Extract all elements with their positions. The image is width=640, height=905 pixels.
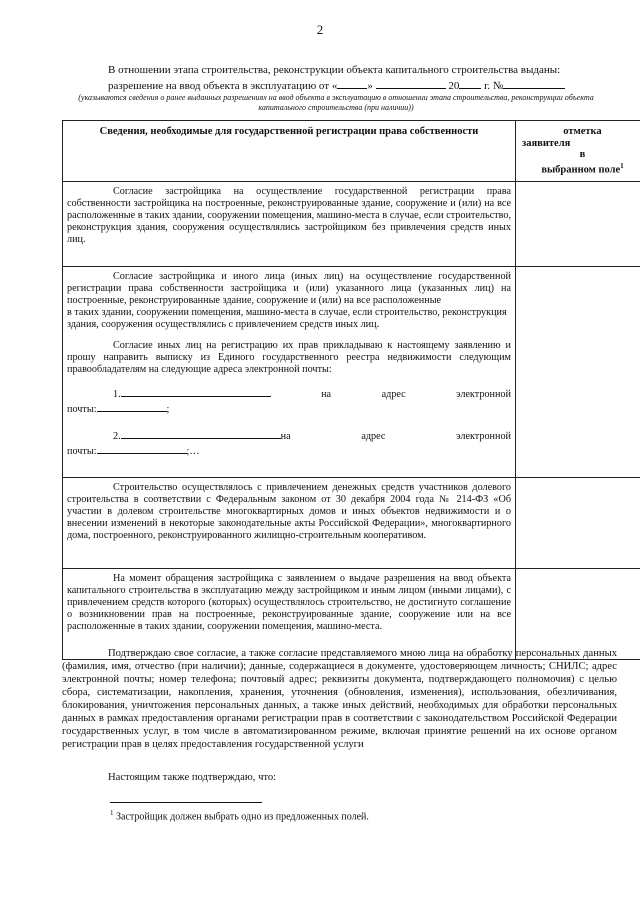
option-1-text: Согласие застройщика на осуществление государственной регистрации права собственности застройщика на построенные, реконструированные здание, сооружение и (или) на все расположенные в таких здании, сооружении помещения, машино-места в случае, если строительство, реконструкция здания, сооружения осуществлялись застройщиком без привлечения средств иных лиц. xyxy=(67,185,511,245)
month-blank xyxy=(376,78,446,89)
option-1-checkbox-field[interactable] xyxy=(516,181,640,266)
address-1-email: почты: ; xyxy=(67,401,511,416)
address-2-email: почты: ;… xyxy=(67,443,511,458)
year-blank xyxy=(459,78,481,89)
header-right: отметка заявителя в выбранном поле$^1$ xyxy=(516,121,640,182)
confirm-line: Настоящим также подтверждаю, что: xyxy=(108,772,277,783)
holder-1-blank[interactable] xyxy=(121,386,271,397)
option-3-checkbox-field[interactable] xyxy=(516,477,640,568)
option-2-text: Согласие застройщика и иного лица (иных лиц) на осуществление государственной регистрации права собственности застройщика и (или) указанного лица (указанных лиц) на построенные, реконструированные здание, сооружение и (или) на все расположенные xyxy=(67,270,511,306)
intro-line-1: В отношении этапа строительства, реконструкции объекта капитального строительства выданы: xyxy=(108,64,561,76)
table-header-row xyxy=(63,121,640,182)
option-4-checkbox-field[interactable] xyxy=(516,568,640,659)
footnote-separator xyxy=(110,802,262,803)
address-1: 1. на адрес электронной xyxy=(67,386,511,401)
footnote: $^1$ Застройщик должен выбрать одно из предложенных полей. xyxy=(110,809,369,823)
number-blank xyxy=(503,78,565,89)
option-2-consent: Согласие иных лиц на регистрацию их прав прикладываю к настоящему заявлению и прошу направить выписку из Единого государственного реестра недвижимости следующим правообладателям на следующие адреса электронной почты: xyxy=(67,339,511,375)
email-2-blank[interactable] xyxy=(97,443,187,454)
intro-note: (указываются сведения о ранее выданных разрешениях на ввод объекта в эксплуатацию в отношении этапа строительства, реконструкции объекта капитального строительства (при наличии)) xyxy=(78,93,594,112)
email-1-blank[interactable] xyxy=(97,401,167,412)
registration-table xyxy=(62,120,640,660)
day-blank xyxy=(337,78,367,89)
consent-paragraph: Подтверждаю свое согласие, а также согласие представляемого мною лица на обработку персональных данных (фамилия, имя, отчество (при наличии); данные, содержащиеся в документе, удостоверяющем личность; СНИЛС; адрес электронной почты; номер телефона; почтовый адрес; реквизиты документа, подтверждающего полномочия) с целью сбора, систематизации, накопления, хранения, уточнения (обновления, изменения), использования, обезличивания, блокирования, уничтожения персональных данных, а также иных действий, необходимых для обработки персональных данных в рамках предоставления органами регистрации прав в соответствии с законодательством Российской Федерации государственных услуг, в том числе в автоматизированном режиме, включая принятие решений на их основе органом регистрации прав в целях предоставления государственной услуги xyxy=(62,648,617,750)
page-number: 2 xyxy=(316,22,324,37)
holder-2-blank[interactable] xyxy=(121,428,281,439)
table-row xyxy=(63,181,640,266)
address-2: 2. на адрес электронной xyxy=(67,428,511,443)
intro-line-2: разрешение на ввод объекта в эксплуатацию от « » 20 г. № xyxy=(108,78,565,92)
table-row xyxy=(63,266,640,477)
option-2-text-cont: в таких здании, сооружении помещения, машино-места в случае, если строительство, реконструкция здания, сооружения осуществлялись с привлечением средств иных лиц. xyxy=(67,306,507,330)
header-left: Сведения, необходимые для государственной регистрации права собственности xyxy=(63,121,516,182)
option-3-text: Строительство осуществлялось с привлечением денежных средств участников долевого строительства в соответствии с Федеральным законом от 30 декабря 2004 года № 214-ФЗ «Об участии в долевом строительстве многоквартирных домов и иных объектов недвижимости и о внесении изменений в некоторые законодательные акты Российской Федерации», многоквартирного дома, построенного, реконструированного жилищно-строительным кооперативом. xyxy=(67,481,511,541)
option-2-checkbox-field[interactable] xyxy=(516,266,640,477)
option-4-text: На момент обращения застройщика с заявлением о выдаче разрешения на ввод объекта капитального строительства в эксплуатацию между застройщиком и иным лицом (иными лицами), с привлечением средств которого (которых) осуществлялось строительство, не достигнуто соглашение о возникновении прав на построенные, реконструированные здание, сооружение или на все расположенные в таких здании, сооружении помещения, машино-места. xyxy=(67,572,511,632)
table-row xyxy=(63,477,640,568)
table-row xyxy=(63,568,640,659)
